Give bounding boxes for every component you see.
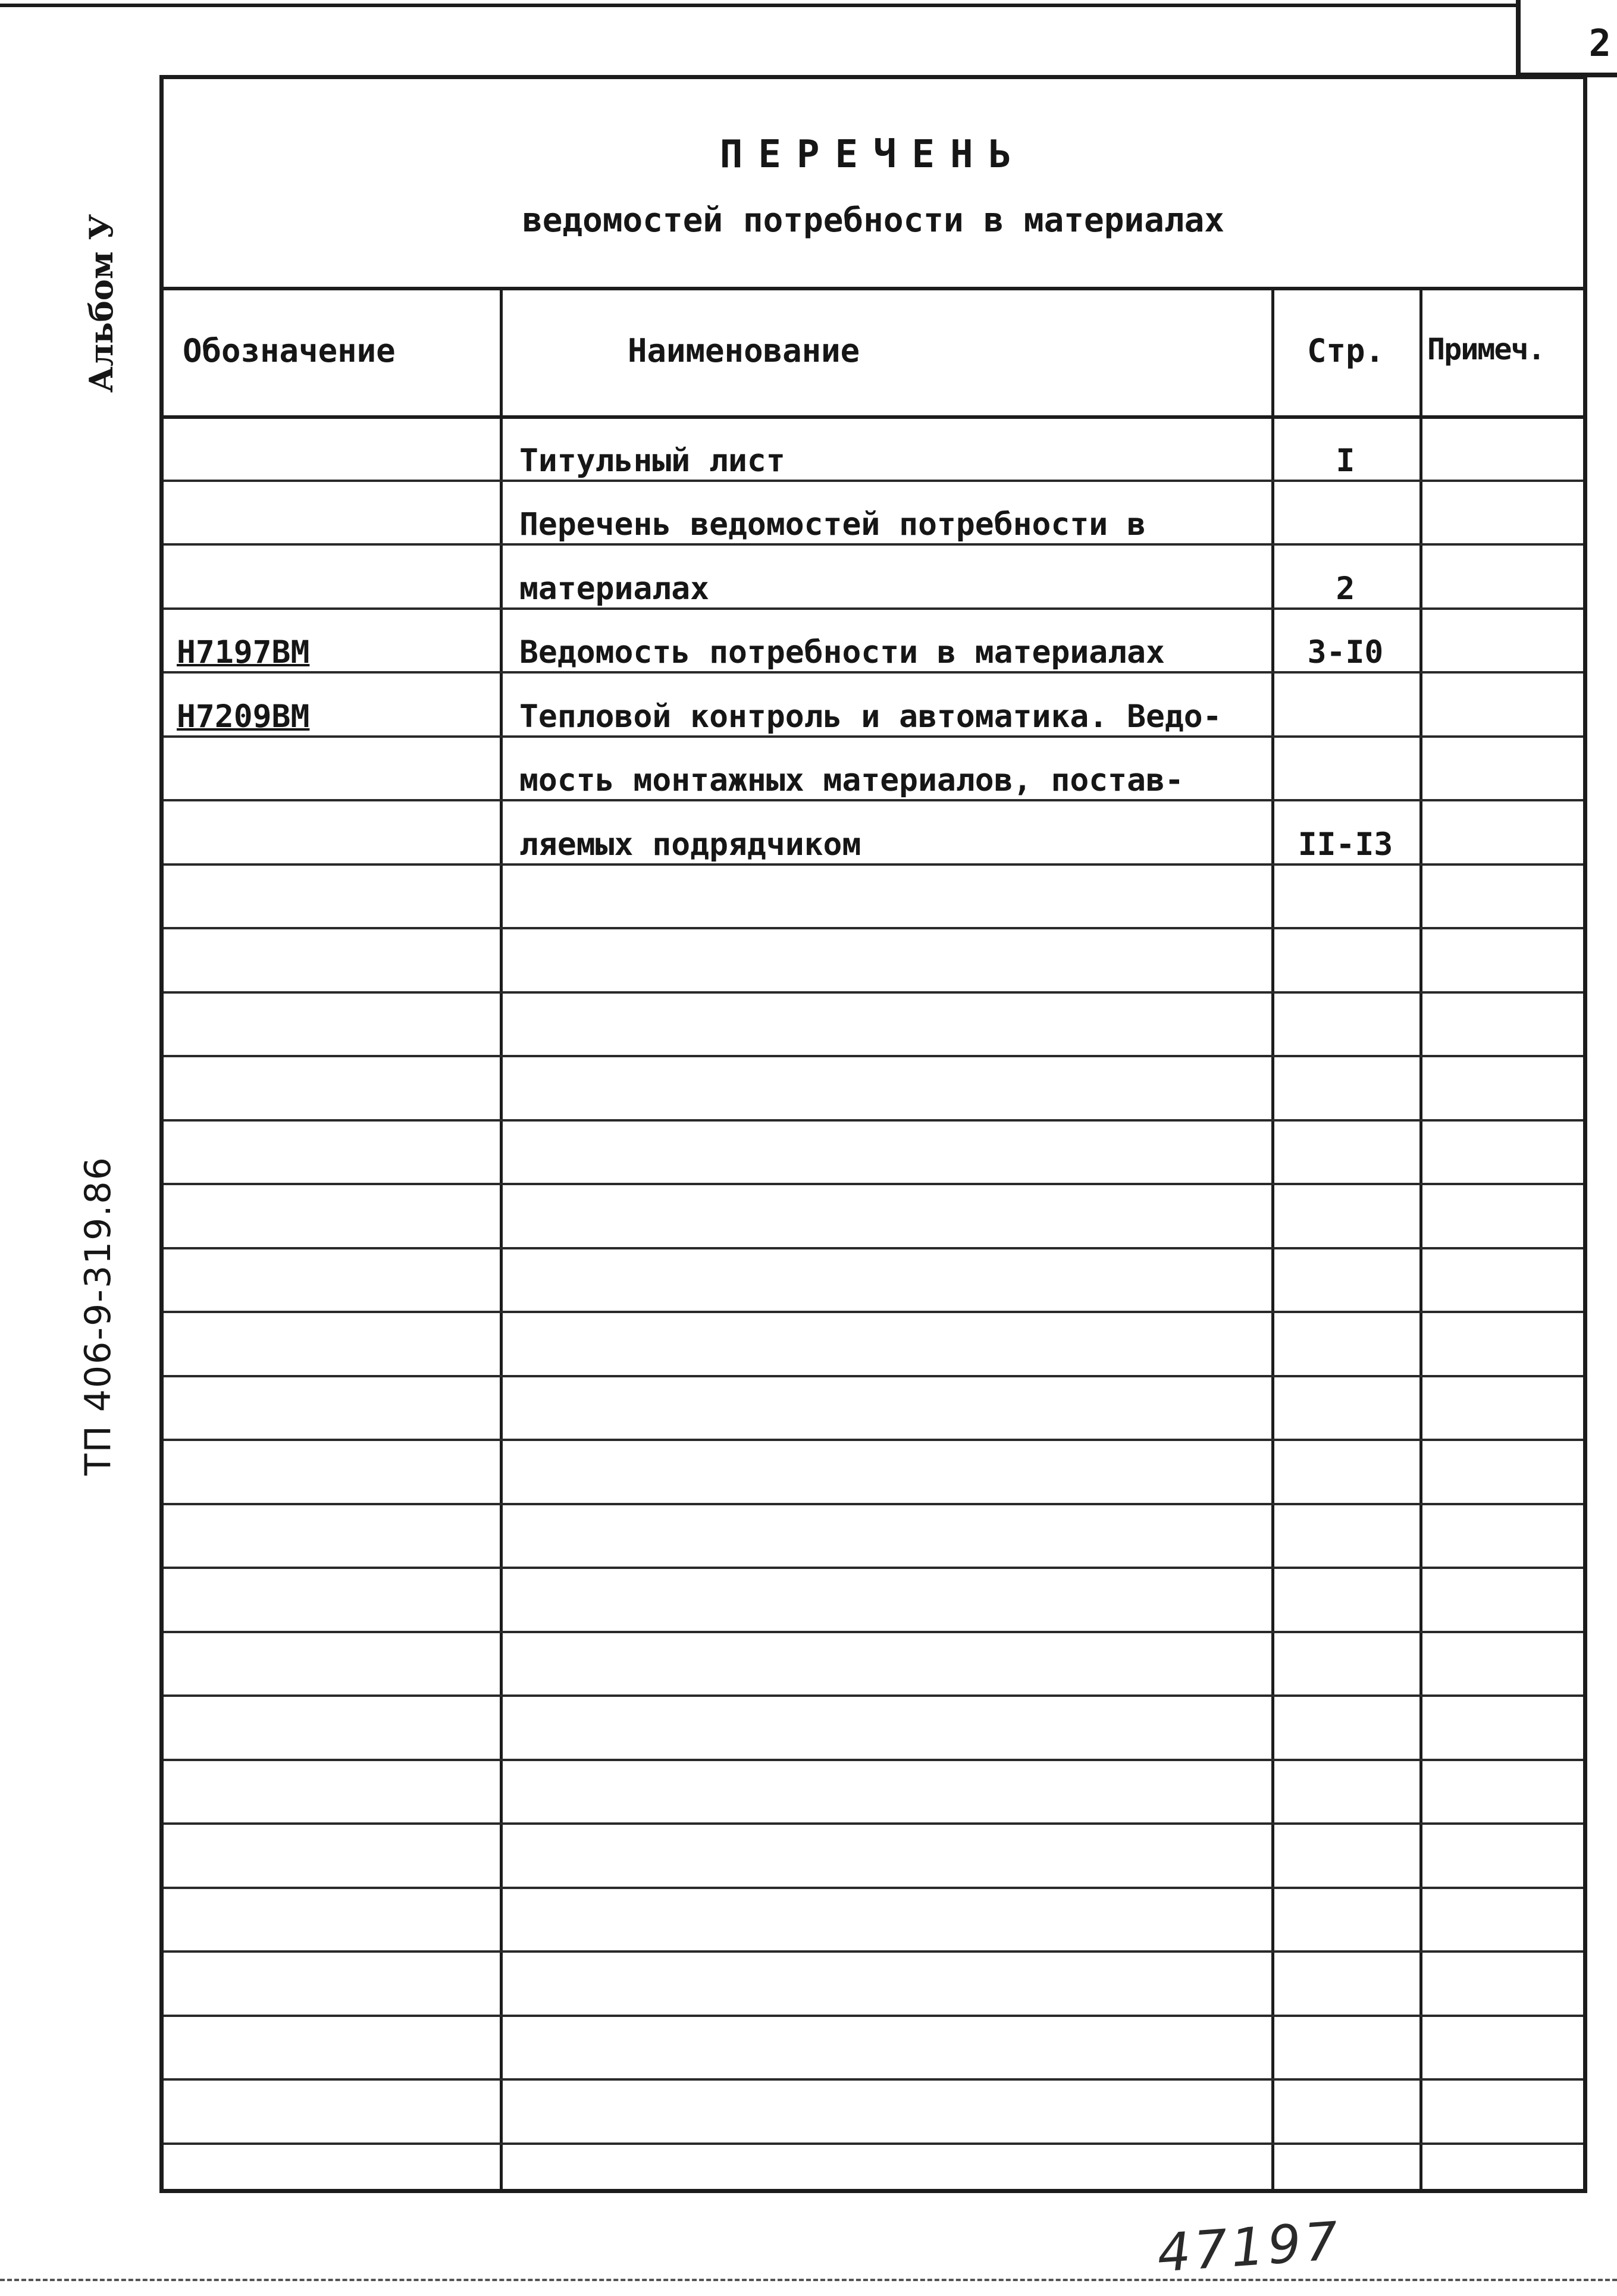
table-row-designation: Н7209ВМ xyxy=(177,698,310,735)
column-header-designation: Обозначение xyxy=(183,332,396,369)
table-row-rule xyxy=(164,671,1583,674)
bottom-rule xyxy=(0,2279,1617,2281)
table-row-rule xyxy=(164,1694,1583,1697)
table-row-rule xyxy=(164,2015,1583,2017)
table-row-designation: Н7197ВМ xyxy=(177,634,310,671)
table-row-rule xyxy=(164,1950,1583,1953)
table-row-rule xyxy=(164,863,1583,866)
table-row-rule xyxy=(164,1119,1583,1122)
column-divider xyxy=(1419,290,1422,2189)
table-row-rule xyxy=(164,1183,1583,1185)
table-row-name: Тепловой контроль и автоматика. Ведо- xyxy=(519,698,1222,735)
table-row-rule xyxy=(164,799,1583,801)
table-row-rule xyxy=(164,1887,1583,1889)
table-row-page: I xyxy=(1336,443,1355,479)
table-row-rule xyxy=(164,1375,1583,1377)
document-frame xyxy=(159,75,1587,2193)
table-row-page: 3-I0 xyxy=(1307,634,1384,671)
column-header-name: Наименование xyxy=(628,332,860,369)
column-header-page: Стр. xyxy=(1307,332,1385,369)
table-row-rule xyxy=(164,1055,1583,1057)
table-row-rule xyxy=(164,1311,1583,1313)
table-row-rule xyxy=(164,1631,1583,1633)
column-divider xyxy=(500,290,503,2189)
table-row-name: материалах xyxy=(519,571,710,607)
page-number: 2 xyxy=(1588,21,1611,65)
table-row-rule xyxy=(164,607,1583,610)
header-rule xyxy=(164,415,1583,419)
album-label: Альбом У xyxy=(82,214,120,393)
table-row-rule xyxy=(164,1822,1583,1825)
table-row-rule xyxy=(164,543,1583,546)
table-row-rule xyxy=(164,927,1583,929)
table-row-name: Ведомость потребности в материалах xyxy=(519,634,1165,671)
table-row-rule xyxy=(164,1439,1583,1441)
table-row-rule xyxy=(164,991,1583,994)
table-row-rule xyxy=(164,1759,1583,1761)
table-row-rule xyxy=(164,1567,1583,1569)
table-row-rule xyxy=(164,2142,1583,2145)
table-row-page: 2 xyxy=(1336,571,1355,607)
table-row-rule xyxy=(164,1503,1583,1505)
table-row-page: II-I3 xyxy=(1298,826,1393,863)
table-row-rule xyxy=(164,1247,1583,1249)
handwritten-inventory-number: 47197 xyxy=(1155,2210,1344,2284)
top-rule xyxy=(0,4,1517,7)
table-row-name: ляемых подрядчиком xyxy=(519,826,861,863)
title-block xyxy=(164,79,1583,290)
table-row-name: мость монтажных материалов, постав- xyxy=(519,762,1184,798)
document-title: ПЕРЕЧЕНЬ xyxy=(719,133,1027,177)
document-code: ТП 406-9-319.86 xyxy=(77,1156,119,1476)
table-row-name: Титульный лист xyxy=(519,443,785,479)
table-row-rule xyxy=(164,480,1583,482)
document-subtitle: ведомостей потребности в материалах xyxy=(522,201,1225,240)
table-row-rule xyxy=(164,735,1583,738)
table-row-name: Перечень ведомостей потребности в xyxy=(519,506,1146,543)
table-row-rule xyxy=(164,2078,1583,2081)
page-number-box xyxy=(1516,0,1617,77)
column-header-note: Примеч. xyxy=(1427,332,1544,367)
